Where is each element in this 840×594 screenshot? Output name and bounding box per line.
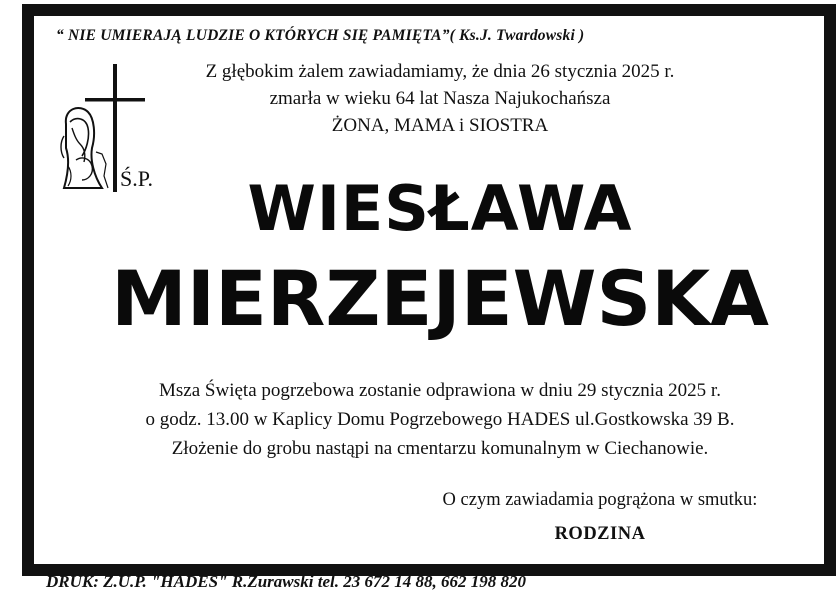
notify-line: O czym zawiadamia pogrążona w smutku: — [442, 490, 758, 510]
mass-line: Msza Święta pogrzebowa zostanie odprawiona w dniu 29 stycznia 2025 r. — [159, 380, 721, 401]
intro-line: ŻONA, MAMA i SIOSTRA — [331, 115, 549, 136]
motto-quote: “ NIE UMIERAJĄ LUDZIE O KTÓRYCH SIĘ PAMIĘTA”( Ks.J. Twardowski ) — [56, 27, 585, 44]
intro-line: Z głębokim żalem zawiadamiamy, że dnia 26 stycznia 2025 r. — [205, 61, 675, 82]
deceased-first-name: WIESŁAWA — [247, 172, 633, 245]
deceased-last-name: MIERZEJEWSKA — [111, 254, 769, 343]
sp-abbreviation: Ś.P. — [120, 166, 154, 191]
funeral-mass-info — [60, 376, 820, 463]
mass-line: o godz. 13.00 w Kaplicy Domu Pogrzebowego HADES ul.Gostkowska 39 B. — [145, 409, 735, 430]
intro-text — [180, 58, 700, 139]
family-signature: RODZINA — [554, 524, 646, 544]
mass-line: Złożenie do grobu nastąpi na cmentarzu komunalnym w Ciechanowie. — [171, 438, 709, 459]
intro-line: zmarła w wieku 64 lat Nasza Najukochańsza — [269, 88, 611, 109]
printer-footer: DRUK: Z.U.P. "HADES" R.Zurawski tel. 23 672 14 88, 662 198 820 — [46, 572, 526, 591]
